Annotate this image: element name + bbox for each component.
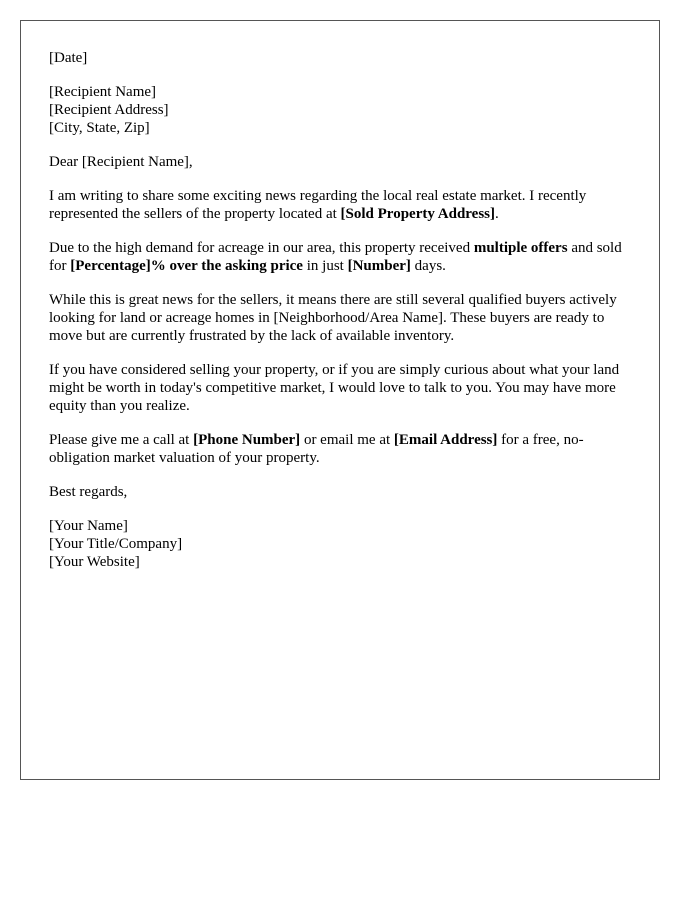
paragraph-2-text-4: days. xyxy=(410,258,446,274)
recipient-city-state-zip: [City, State, Zip] xyxy=(49,120,150,136)
paragraph-5 xyxy=(49,431,639,467)
date xyxy=(49,49,639,67)
letter-page xyxy=(20,20,660,780)
paragraph-1 xyxy=(49,187,639,223)
salutation: Dear [Recipient Name], xyxy=(49,154,193,170)
recipient-block xyxy=(49,83,639,137)
signature-website: [Your Website] xyxy=(49,554,140,570)
number-of-days: [Number] xyxy=(347,258,411,274)
paragraph-2-text-1: Due to the high demand for acreage in our area, this property received xyxy=(49,240,474,256)
paragraph-3: While this is great news for the sellers, it means there are still several qualified buyers actively looking for land or acreage homes in [Neighborhood/Area Name]. These buyers are ready to move but are currently frustrated by the lack of available inventory. xyxy=(49,292,617,344)
email-address: [Email Address] xyxy=(393,432,498,448)
paragraph-2-text-2: and sold for xyxy=(49,240,622,274)
phone-number: [Phone Number] xyxy=(193,432,301,448)
paragraph-1-text-2: . xyxy=(495,206,499,222)
paragraph-5-text-1: Please give me a call at xyxy=(49,432,194,448)
signature-title-company: [Your Title/Company] xyxy=(49,536,183,552)
signature-name: [Your Name] xyxy=(49,518,128,534)
paragraph-1-text-1: I am writing to share some exciting news regarding the local real estate market. I recently represented the sellers of the property located at xyxy=(49,188,587,222)
recipient-name: [Recipient Name] xyxy=(49,84,157,100)
recipient-address: [Recipient Address] xyxy=(49,102,169,118)
paragraph-5-text-2: or email me at xyxy=(300,432,394,448)
paragraph-2-text-3: in just xyxy=(302,258,348,274)
sold-property-address: [Sold Property Address] xyxy=(340,206,495,222)
paragraph-2 xyxy=(49,239,639,275)
closing: Best regards, xyxy=(49,484,128,500)
signature-block xyxy=(49,517,639,571)
percentage-over-asking: [Percentage]% over the asking price xyxy=(70,258,303,274)
paragraph-5-text-3: for a free, no-obligation market valuation of your property. xyxy=(49,432,584,466)
paragraph-4: If you have considered selling your property, or if you are simply curious about what your land might be worth in today's competitive market, I would love to talk to you. You may have more equity than you realize. xyxy=(49,362,620,414)
date-text: [Date] xyxy=(49,50,88,66)
multiple-offers: multiple offers xyxy=(473,240,568,256)
letter-body xyxy=(49,49,639,587)
